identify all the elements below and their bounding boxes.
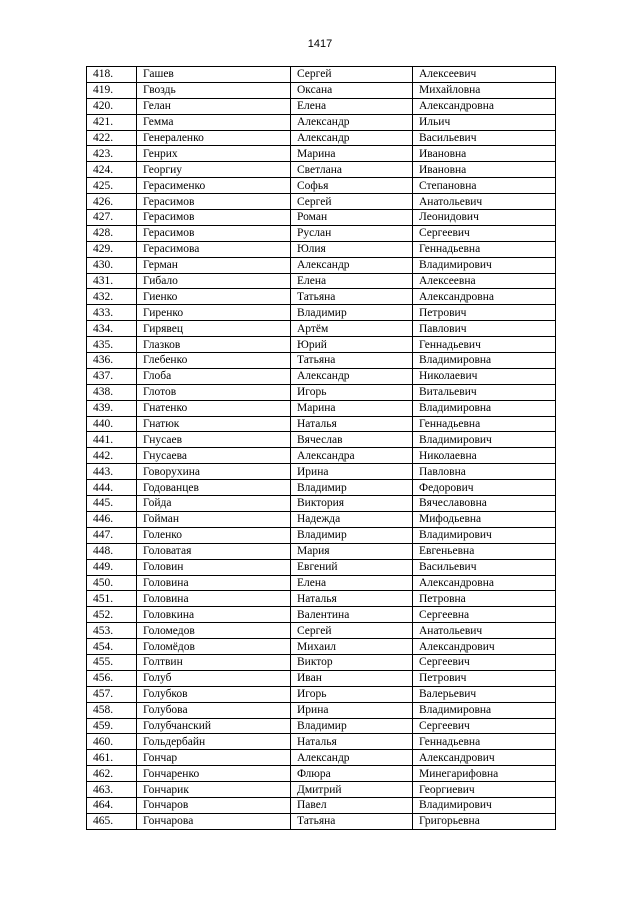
row-number-cell: 435. — [87, 337, 137, 353]
last-name-cell: Герасимов — [137, 225, 291, 241]
first-name-cell: Татьяна — [291, 289, 413, 305]
last-name-cell: Голубова — [137, 702, 291, 718]
row-number-cell: 445. — [87, 496, 137, 512]
table-row — [87, 257, 556, 273]
last-name-cell: Генераленко — [137, 130, 291, 146]
table-row — [87, 305, 556, 321]
patronymic-cell: Владимирович — [413, 527, 556, 543]
last-name-cell: Гойда — [137, 496, 291, 512]
last-name-cell: Герман — [137, 257, 291, 273]
patronymic-cell: Вячеславовна — [413, 496, 556, 512]
last-name-cell: Генрих — [137, 146, 291, 162]
table-row — [87, 702, 556, 718]
first-name-cell: Елена — [291, 575, 413, 591]
patronymic-cell: Мифодьевна — [413, 511, 556, 527]
table-row — [87, 146, 556, 162]
first-name-cell: Сергей — [291, 194, 413, 210]
row-number-cell: 428. — [87, 225, 137, 241]
patronymic-cell: Ильич — [413, 114, 556, 130]
table-row — [87, 448, 556, 464]
table-row — [87, 416, 556, 432]
table-row — [87, 130, 556, 146]
table-row — [87, 368, 556, 384]
last-name-cell: Гиренко — [137, 305, 291, 321]
table-row — [87, 178, 556, 194]
last-name-cell: Глотов — [137, 384, 291, 400]
table-row — [87, 225, 556, 241]
row-number-cell: 424. — [87, 162, 137, 178]
first-name-cell: Наталья — [291, 416, 413, 432]
row-number-cell: 433. — [87, 305, 137, 321]
row-number-cell: 464. — [87, 797, 137, 813]
first-name-cell: Артём — [291, 321, 413, 337]
last-name-cell: Гнатюк — [137, 416, 291, 432]
patronymic-cell: Алексеевна — [413, 273, 556, 289]
row-number-cell: 454. — [87, 639, 137, 655]
patronymic-cell: Владимировна — [413, 353, 556, 369]
row-number-cell: 448. — [87, 543, 137, 559]
table-row — [87, 623, 556, 639]
row-number-cell: 447. — [87, 527, 137, 543]
patronymic-cell: Владимировна — [413, 400, 556, 416]
first-name-cell: Юлия — [291, 241, 413, 257]
page-number: 1417 — [307, 38, 333, 50]
row-number-cell: 441. — [87, 432, 137, 448]
row-number-cell: 456. — [87, 670, 137, 686]
first-name-cell: Владимир — [291, 305, 413, 321]
table-row — [87, 527, 556, 543]
patronymic-cell: Александровна — [413, 98, 556, 114]
first-name-cell: Михаил — [291, 639, 413, 655]
first-name-cell: Надежда — [291, 511, 413, 527]
table-row — [87, 782, 556, 798]
row-number-cell: 446. — [87, 511, 137, 527]
last-name-cell: Гончаров — [137, 797, 291, 813]
table-row — [87, 82, 556, 98]
last-name-cell: Голубков — [137, 686, 291, 702]
patronymic-cell: Петрович — [413, 305, 556, 321]
patronymic-cell: Петровна — [413, 591, 556, 607]
table-row — [87, 575, 556, 591]
first-name-cell: Владимир — [291, 718, 413, 734]
patronymic-cell: Павловна — [413, 464, 556, 480]
patronymic-cell: Анатольевич — [413, 623, 556, 639]
first-name-cell: Владимир — [291, 527, 413, 543]
first-name-cell: Виктор — [291, 654, 413, 670]
row-number-cell: 422. — [87, 130, 137, 146]
last-name-cell: Гойман — [137, 511, 291, 527]
last-name-cell: Головатая — [137, 543, 291, 559]
last-name-cell: Гирявец — [137, 321, 291, 337]
patronymic-cell: Алексеевич — [413, 67, 556, 83]
table-row — [87, 162, 556, 178]
patronymic-cell: Петрович — [413, 670, 556, 686]
patronymic-cell: Владимирович — [413, 797, 556, 813]
first-name-cell: Александр — [291, 130, 413, 146]
row-number-cell: 457. — [87, 686, 137, 702]
row-number-cell: 452. — [87, 607, 137, 623]
first-name-cell: Ирина — [291, 702, 413, 718]
first-name-cell: Александр — [291, 257, 413, 273]
table-row — [87, 273, 556, 289]
first-name-cell: Павел — [291, 797, 413, 813]
patronymic-cell: Васильевич — [413, 559, 556, 575]
last-name-cell: Гнусаев — [137, 432, 291, 448]
patronymic-cell: Сергеевна — [413, 607, 556, 623]
first-name-cell: Игорь — [291, 384, 413, 400]
row-number-cell: 421. — [87, 114, 137, 130]
table-row — [87, 797, 556, 813]
row-number-cell: 461. — [87, 750, 137, 766]
row-number-cell: 432. — [87, 289, 137, 305]
table-row — [87, 543, 556, 559]
patronymic-cell: Федорович — [413, 480, 556, 496]
first-name-cell: Иван — [291, 670, 413, 686]
first-name-cell: Дмитрий — [291, 782, 413, 798]
last-name-cell: Головкина — [137, 607, 291, 623]
last-name-cell: Герасимов — [137, 194, 291, 210]
table-row — [87, 686, 556, 702]
row-number-cell: 440. — [87, 416, 137, 432]
last-name-cell: Головин — [137, 559, 291, 575]
first-name-cell: Марина — [291, 146, 413, 162]
last-name-cell: Годованцев — [137, 480, 291, 496]
last-name-cell: Герасимова — [137, 241, 291, 257]
first-name-cell: Игорь — [291, 686, 413, 702]
last-name-cell: Герасименко — [137, 178, 291, 194]
row-number-cell: 420. — [87, 98, 137, 114]
patronymic-cell: Минегарифовна — [413, 766, 556, 782]
last-name-cell: Гольдербайн — [137, 734, 291, 750]
first-name-cell: Сергей — [291, 67, 413, 83]
row-number-cell: 429. — [87, 241, 137, 257]
last-name-cell: Гашев — [137, 67, 291, 83]
first-name-cell: Вячеслав — [291, 432, 413, 448]
row-number-cell: 436. — [87, 353, 137, 369]
patronymic-cell: Михайловна — [413, 82, 556, 98]
patronymic-cell: Сергеевич — [413, 654, 556, 670]
first-name-cell: Руслан — [291, 225, 413, 241]
last-name-cell: Гиенко — [137, 289, 291, 305]
patronymic-cell: Витальевич — [413, 384, 556, 400]
last-name-cell: Георгиу — [137, 162, 291, 178]
table-row — [87, 639, 556, 655]
row-number-cell: 453. — [87, 623, 137, 639]
last-name-cell: Гончарова — [137, 813, 291, 829]
table-row — [87, 241, 556, 257]
last-name-cell: Головина — [137, 591, 291, 607]
last-name-cell: Гончар — [137, 750, 291, 766]
first-name-cell: Наталья — [291, 734, 413, 750]
name-table — [86, 66, 556, 830]
row-number-cell: 458. — [87, 702, 137, 718]
first-name-cell: Мария — [291, 543, 413, 559]
row-number-cell: 419. — [87, 82, 137, 98]
patronymic-cell: Павлович — [413, 321, 556, 337]
first-name-cell: Флюра — [291, 766, 413, 782]
last-name-cell: Говорухина — [137, 464, 291, 480]
last-name-cell: Глоба — [137, 368, 291, 384]
last-name-cell: Герасимов — [137, 210, 291, 226]
table-row — [87, 432, 556, 448]
last-name-cell: Голенко — [137, 527, 291, 543]
table-row — [87, 67, 556, 83]
first-name-cell: Евгений — [291, 559, 413, 575]
row-number-cell: 450. — [87, 575, 137, 591]
first-name-cell: Наталья — [291, 591, 413, 607]
first-name-cell: Владимир — [291, 480, 413, 496]
row-number-cell: 449. — [87, 559, 137, 575]
patronymic-cell: Александровна — [413, 575, 556, 591]
first-name-cell: Александра — [291, 448, 413, 464]
first-name-cell: Александр — [291, 114, 413, 130]
first-name-cell: Ирина — [291, 464, 413, 480]
last-name-cell: Головина — [137, 575, 291, 591]
patronymic-cell: Сергеевич — [413, 225, 556, 241]
patronymic-cell: Николаевна — [413, 448, 556, 464]
patronymic-cell: Геннадьевна — [413, 241, 556, 257]
table-row — [87, 766, 556, 782]
patronymic-cell: Леонидович — [413, 210, 556, 226]
first-name-cell: Александр — [291, 750, 413, 766]
last-name-cell: Гелан — [137, 98, 291, 114]
row-number-cell: 426. — [87, 194, 137, 210]
row-number-cell: 431. — [87, 273, 137, 289]
patronymic-cell: Степановна — [413, 178, 556, 194]
last-name-cell: Гнусаева — [137, 448, 291, 464]
row-number-cell: 425. — [87, 178, 137, 194]
table-row — [87, 813, 556, 829]
row-number-cell: 460. — [87, 734, 137, 750]
patronymic-cell: Владимировна — [413, 702, 556, 718]
last-name-cell: Голуб — [137, 670, 291, 686]
row-number-cell: 442. — [87, 448, 137, 464]
first-name-cell: Софья — [291, 178, 413, 194]
row-number-cell: 423. — [87, 146, 137, 162]
first-name-cell: Марина — [291, 400, 413, 416]
first-name-cell: Оксана — [291, 82, 413, 98]
row-number-cell: 439. — [87, 400, 137, 416]
first-name-cell: Татьяна — [291, 813, 413, 829]
row-number-cell: 443. — [87, 464, 137, 480]
last-name-cell: Гнатенко — [137, 400, 291, 416]
first-name-cell: Светлана — [291, 162, 413, 178]
last-name-cell: Голубчанский — [137, 718, 291, 734]
first-name-cell: Александр — [291, 368, 413, 384]
row-number-cell: 455. — [87, 654, 137, 670]
table-row — [87, 210, 556, 226]
table-row — [87, 718, 556, 734]
row-number-cell: 438. — [87, 384, 137, 400]
patronymic-cell: Николаевич — [413, 368, 556, 384]
last-name-cell: Гибало — [137, 273, 291, 289]
table-row — [87, 289, 556, 305]
first-name-cell: Роман — [291, 210, 413, 226]
table-row — [87, 384, 556, 400]
last-name-cell: Гемма — [137, 114, 291, 130]
table-row — [87, 353, 556, 369]
first-name-cell: Сергей — [291, 623, 413, 639]
first-name-cell: Валентина — [291, 607, 413, 623]
patronymic-cell: Георгиевич — [413, 782, 556, 798]
table-row — [87, 496, 556, 512]
patronymic-cell: Анатольевич — [413, 194, 556, 210]
last-name-cell: Голтвин — [137, 654, 291, 670]
table-body — [87, 67, 556, 830]
table-row — [87, 654, 556, 670]
first-name-cell: Юрий — [291, 337, 413, 353]
table-row — [87, 464, 556, 480]
row-number-cell: 437. — [87, 368, 137, 384]
last-name-cell: Голомедов — [137, 623, 291, 639]
last-name-cell: Гончарик — [137, 782, 291, 798]
first-name-cell: Татьяна — [291, 353, 413, 369]
patronymic-cell: Васильевич — [413, 130, 556, 146]
patronymic-cell: Александровна — [413, 289, 556, 305]
last-name-cell: Глазков — [137, 337, 291, 353]
table-row — [87, 480, 556, 496]
table-row — [87, 607, 556, 623]
row-number-cell: 451. — [87, 591, 137, 607]
patronymic-cell: Геннадьевна — [413, 734, 556, 750]
row-number-cell: 462. — [87, 766, 137, 782]
row-number-cell: 463. — [87, 782, 137, 798]
last-name-cell: Глебенко — [137, 353, 291, 369]
patronymic-cell: Ивановна — [413, 162, 556, 178]
patronymic-cell: Григорьевна — [413, 813, 556, 829]
row-number-cell: 418. — [87, 67, 137, 83]
table-row — [87, 194, 556, 210]
table-row — [87, 511, 556, 527]
patronymic-cell: Сергеевич — [413, 718, 556, 734]
patronymic-cell: Евгеньевна — [413, 543, 556, 559]
table-row — [87, 98, 556, 114]
last-name-cell: Голомёдов — [137, 639, 291, 655]
table-row — [87, 670, 556, 686]
first-name-cell: Елена — [291, 98, 413, 114]
table-row — [87, 559, 556, 575]
table-row — [87, 321, 556, 337]
patronymic-cell: Александрович — [413, 750, 556, 766]
table-row — [87, 114, 556, 130]
row-number-cell: 444. — [87, 480, 137, 496]
row-number-cell: 434. — [87, 321, 137, 337]
table-row — [87, 337, 556, 353]
patronymic-cell: Владимирович — [413, 257, 556, 273]
patronymic-cell: Геннадьевна — [413, 416, 556, 432]
row-number-cell: 459. — [87, 718, 137, 734]
last-name-cell: Гвоздь — [137, 82, 291, 98]
last-name-cell: Гончаренко — [137, 766, 291, 782]
table-row — [87, 400, 556, 416]
first-name-cell: Виктория — [291, 496, 413, 512]
row-number-cell: 427. — [87, 210, 137, 226]
row-number-cell: 465. — [87, 813, 137, 829]
patronymic-cell: Валерьевич — [413, 686, 556, 702]
first-name-cell: Елена — [291, 273, 413, 289]
patronymic-cell: Геннадьевич — [413, 337, 556, 353]
table-row — [87, 591, 556, 607]
row-number-cell: 430. — [87, 257, 137, 273]
patronymic-cell: Александрович — [413, 639, 556, 655]
table-row — [87, 734, 556, 750]
patronymic-cell: Владимирович — [413, 432, 556, 448]
patronymic-cell: Ивановна — [413, 146, 556, 162]
table-row — [87, 750, 556, 766]
